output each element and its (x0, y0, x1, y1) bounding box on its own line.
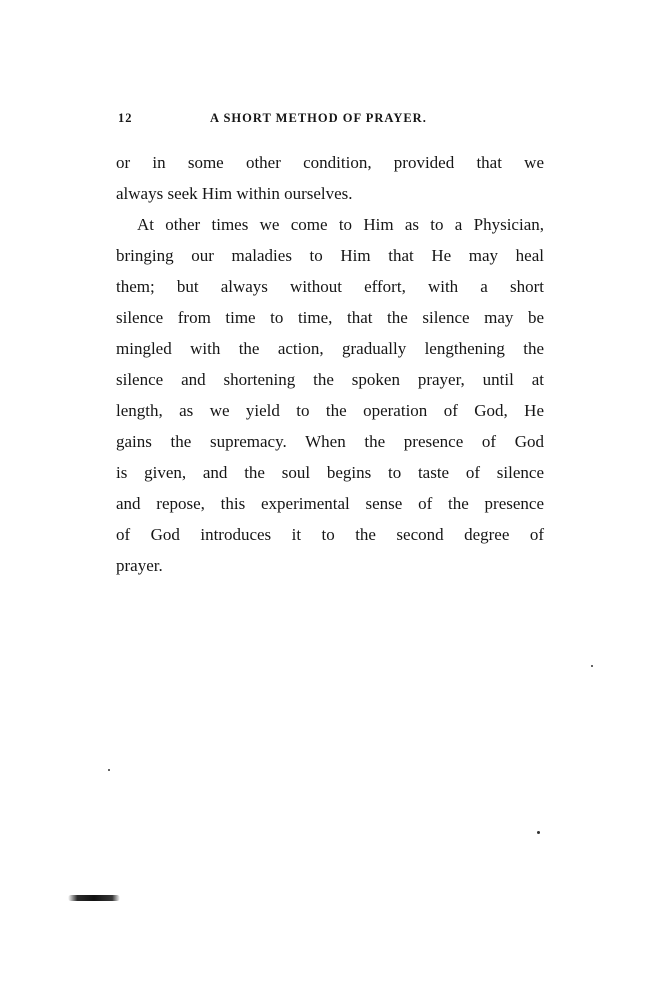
text-line: and repose, this experimental sense of the presence (116, 494, 544, 513)
scan-smudge (68, 895, 120, 901)
text-line: mingled with the action, gradually lengthening the (116, 339, 544, 358)
text-line: gains the supremacy. When the presence of God (116, 432, 544, 451)
running-title: A SHORT METHOD OF PRAYER. (210, 111, 427, 125)
scan-speck (108, 769, 110, 771)
scan-speck (591, 665, 593, 667)
text-line: prayer. (116, 556, 163, 575)
text-line: is given, and the soul begins to taste of silence (116, 463, 544, 482)
text-line: of God introduces it to the second degree of (116, 525, 544, 544)
text-line: them; but always without effort, with a short (116, 277, 544, 296)
paragraph-2 (116, 209, 544, 581)
text-line: always seek Him within ourselves. (116, 184, 353, 203)
text-line: bringing our maladies to Him that He may heal (116, 246, 544, 265)
text-line: silence and shortening the spoken prayer, until at (116, 370, 544, 389)
text-line: or in some other condition, provided that we (116, 153, 544, 172)
paragraph-1 (116, 147, 544, 209)
page-number: 12 (118, 111, 133, 125)
text-line: At other times we come to Him as to a Physician, (137, 215, 544, 234)
scan-speck (537, 831, 540, 834)
body-text (116, 147, 544, 581)
running-head (118, 111, 544, 131)
text-line: length, as we yield to the operation of God, He (116, 401, 544, 420)
text-line: silence from time to time, that the silence may be (116, 308, 544, 327)
